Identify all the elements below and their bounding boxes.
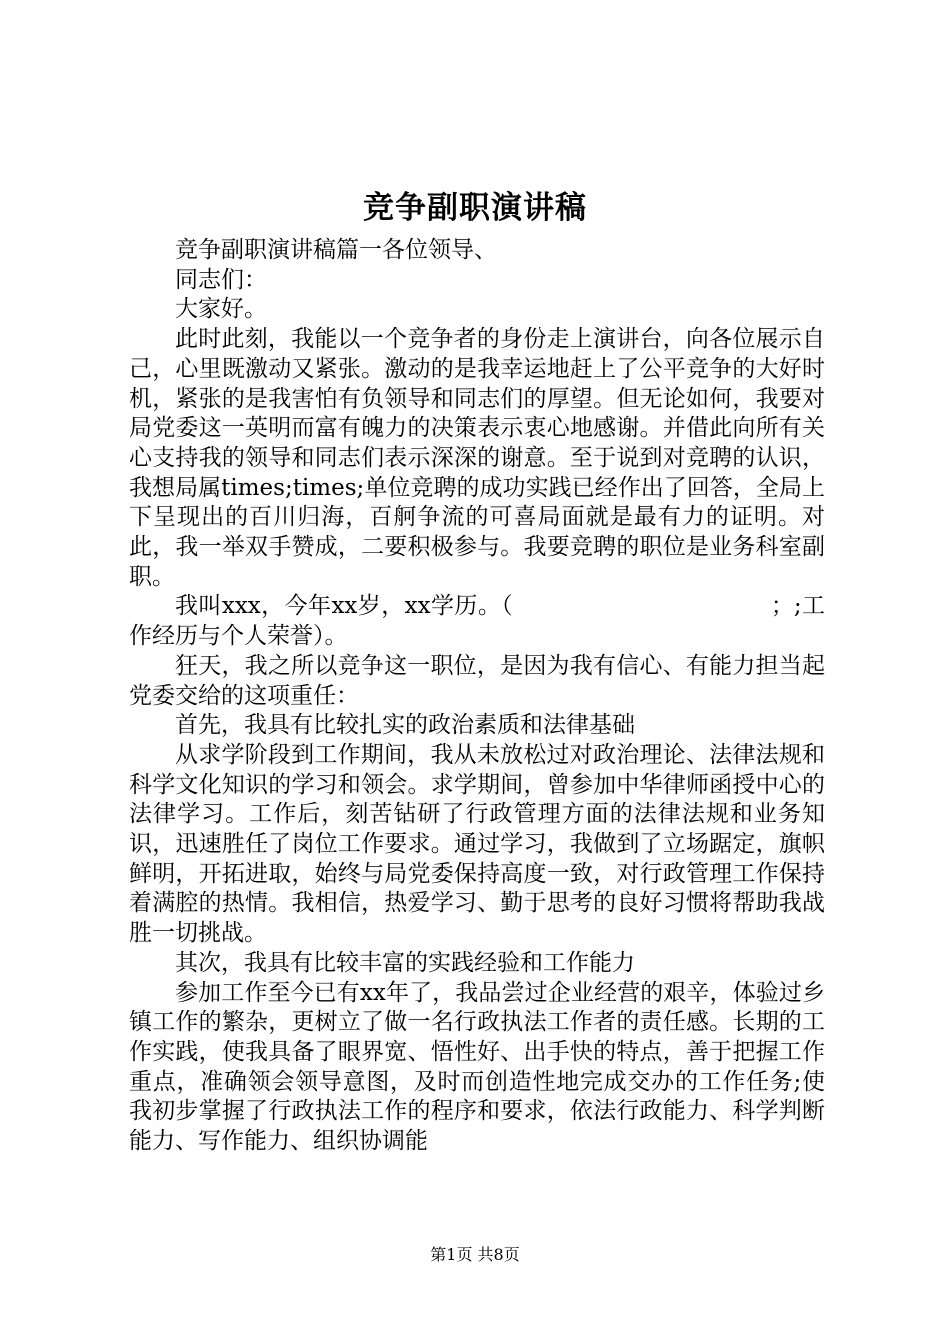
paragraph: 其次，我具有比较丰富的实践经验和工作能力 <box>175 949 635 976</box>
paragraph: 我叫xxx，今年xx岁，xx学历。（ ；;工作经历与个人荣誉）。 <box>129 593 825 650</box>
document-title: 竞争副职演讲稿 <box>363 190 587 226</box>
paragraph: 大家好。 <box>175 296 267 323</box>
paragraph: 参加工作至今已有xx年了，我品尝过企业经营的艰辛，体验过乡镇工作的繁杂，更树立了做一名行政执法工作者的责任感。长期的工作实践，使我具备了眼界宽、悟性好、出手快的特点，善于把握工作重点，准确领会领导意图，及时而创造性地完成交办的工作任务;使我初步掌握了行政执法工作的程序和要求，依法行政能力、科学判断能力、写作能力、组织协调能 <box>129 979 825 1155</box>
paragraph: 首先，我具有比较扎实的政治素质和法律基础 <box>175 712 635 739</box>
paragraph: 同志们： <box>175 266 267 293</box>
paragraph: 狂天，我之所以竞争这一职位，是因为我有信心、有能力担当起党委交给的这项重任： <box>129 652 825 709</box>
paragraph: 此时此刻，我能以一个竞争者的身份走上演讲台，向各位展示自己，心里既激动又紧张。激动的是我幸运地赶上了公平竞争的大好时机，紧张的是我害怕有负领导和同志们的厚望。但无论如何，我要对局党委这一英明而富有魄力的决策表示衷心地感谢。并借此向所有关心支持我的领导和同志们表示深深的谢意。至于说到对竞聘的认识，我想局属times;times;单位竞聘的成功实践已经作出了回答，全局上下呈现出的百川归海，百舸争流的可喜局面就是最有力的证明。对此，我一举双手赞成，二要积极参与。我要竞聘的职位是业务科室副职。 <box>129 326 825 590</box>
paragraph: 从求学阶段到工作期间，我从未放松过对政治理论、法律法规和科学文化知识的学习和领会。求学期间，曾参加中华律师函授中心的法律学习。工作后，刻苦钻研了行政管理方面的法律法规和业务知识，迅速胜任了岗位工作要求。通过学习，我做到了立场踞定，旗帜鲜明，开拓进取，始终与局党委保持高度一致，对行政管理工作保持着满腔的热情。我相信，热爱学习、勤于思考的良好习惯将帮助我战胜一切挑战。 <box>129 741 825 947</box>
page-footer: 第1页 共8页 <box>430 1245 520 1264</box>
paragraph: 竞争副职演讲稿篇一各位领导、 <box>175 237 497 263</box>
document-body <box>129 236 825 1157</box>
